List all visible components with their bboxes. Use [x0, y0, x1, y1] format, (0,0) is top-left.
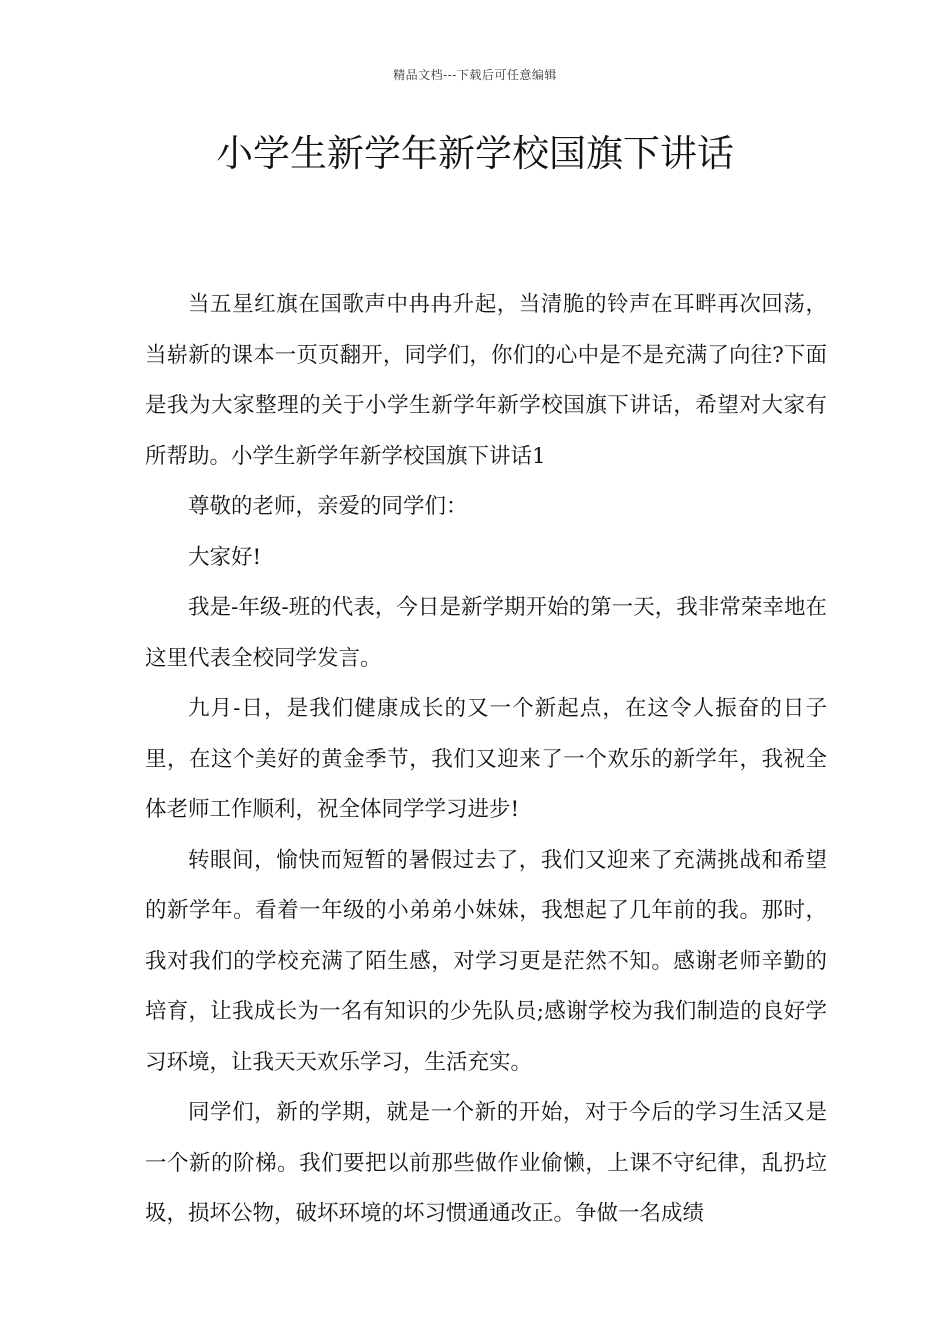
paragraph: 大家好! [188, 544, 262, 570]
document-title: 小学生新学年新学校国旗下讲话 [216, 132, 734, 175]
document-body [145, 280, 827, 1240]
paragraph: 同学们，新的学期，就是一个新的开始，对于今后的学习生活又是一个新的阶梯。我们要把以前那些做作业偷懒，上课不守纪律，乱扔垃圾，损坏公物，破坏环境的坏习惯通通改正。争做一名成绩 [145, 1100, 827, 1226]
paragraph: 九月-日，是我们健康成长的又一个新起点，在这令人振奋的日子里，在这个美好的黄金季节，我们又迎来了一个欢乐的新学年，我祝全体老师工作顺利，祝全体同学学习进步! [145, 696, 827, 822]
paragraph: 当五星红旗在国歌声中冉冉升起，当清脆的铃声在耳畔再次回荡，当崭新的课本一页页翻开，同学们，你们的心中是不是充满了向往?下面是我为大家整理的关于小学生新学年新学校国旗下讲话，希望对大家有所帮助。小学生新学年新学校国旗下讲话1 [145, 292, 827, 469]
paragraph: 转眼间，愉快而短暂的暑假过去了，我们又迎来了充满挑战和希望的新学年。看着一年级的小弟弟小妹妹，我想起了几年前的我。那时，我对我们的学校充满了陌生感，对学习更是茫然不知。感谢老师辛勤的培育，让我成长为一名有知识的少先队员;感谢学校为我们制造的良好学习环境，让我天天欢乐学习，生活充实。 [145, 847, 827, 1075]
paragraph: 我是-年级-班的代表，今日是新学期开始的第一天，我非常荣幸地在这里代表全校同学发言。 [145, 595, 827, 671]
paragraph: 尊敬的老师，亲爱的同学们： [188, 494, 468, 519]
header-note: 精品文档---下载后可任意编辑 [393, 68, 557, 82]
